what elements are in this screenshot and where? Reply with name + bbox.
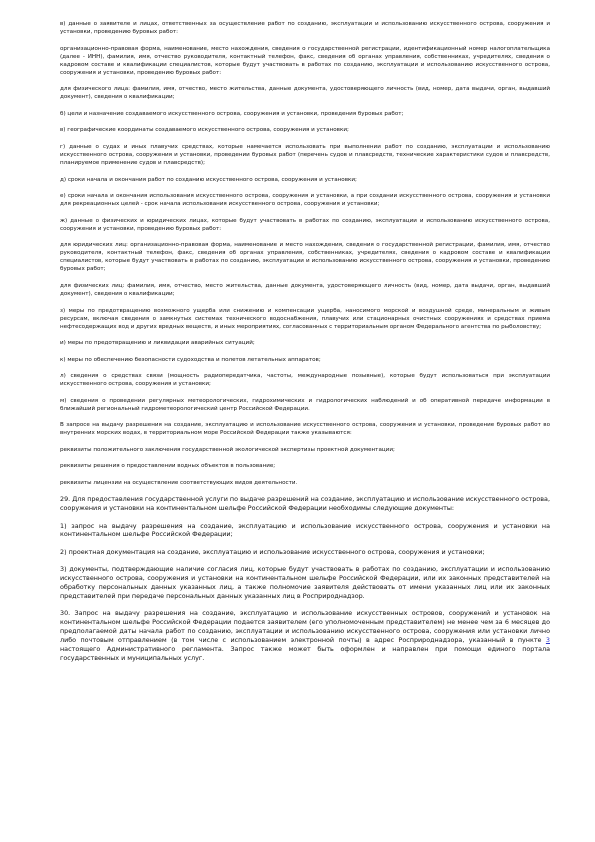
- paragraph: для физического лица: фамилия, имя, отчество, место жительства, данные документа, удостоверяющего личность (вид, номер, дата выдачи, орган, выдавший документ), сведения о квалификации;: [60, 86, 550, 101]
- paragraph: 1) запрос на выдачу разрешения на создание, эксплуатацию и использование искусственного острова, сооружения и установки на континентальном шельфе Российской Федерации;: [60, 521, 550, 539]
- clause-link[interactable]: 3: [545, 635, 550, 644]
- document-page: [60, 20, 550, 671]
- paragraph: для юридических лиц: организационно-правовая форма, наименование и место нахождения, сведения о государственной регистрации, фамилия, имя, отчество руководителя, контактный телефон, факс, сведения об органах управления, собственниках, учредителях, сведения о кадровом составе и квалификации специалистов, которые будут участвовать в работах по созданию, эксплуатации и использованию искусственного острова, сооружения и установки, проведению буровых работ;: [60, 242, 550, 273]
- paragraph: в) географические координаты создаваемого искусственного острова, сооружения и установки;: [60, 127, 349, 134]
- paragraph: д) сроки начала и окончания работ по созданию искусственного острова, сооружения и установки;: [60, 176, 357, 183]
- paragraph-text-before-link: 30. Запрос на выдачу разрешения на создание, эксплуатацию и использование искусственных островов, сооружений и установок на континентальном шельфе Российской Федерации подается заявителем (его уполномоченным представителем) не менее чем за 6 месяцев до предполагаемой даты начала работ по созданию, эксплуатации и использованию искусственного острова, сооружения или установки лично либо почтовым отправлением (в том числе с использованием электронной почты) в адрес Росприроднадзора, указанный в пункте: [60, 609, 550, 644]
- paragraph: 3) документы, подтверждающие наличие согласия лиц, которые будут участвовать в работах по созданию, эксплуатации и использованию искусственного острова, сооружения и установки на континентальном шельфе Российской Федерации, или их законных представителей на обработку персональных данных указанных лиц, а также полномочие заявителя действовать от имени указанных лиц или их законных представителей при передаче персональных данных указанных лиц в Росприроднадзор.: [60, 565, 550, 600]
- paragraph: реквизиты решения о предоставлении водных объектов в пользование;: [60, 463, 276, 470]
- paragraph: з) меры по предотвращению возможного ущерба или снижению и компенсации ущерба, наносимого морской и воздушной среде, минеральным и живым ресурсам, включая сведения о замкнутых системах технического водоснабжения, плавучих или стационарных очистных сооружениях и средствах приема нефтесодержащих вод и других вредных веществ, и иных мероприятиях, согласованных с территориальным органом Федерального агентства по рыболовству;: [60, 307, 550, 330]
- paragraph: б) цели и назначение создаваемого искусственного острова, сооружения и установки, проведения буровых работ;: [60, 110, 404, 117]
- paragraph-with-link: [60, 609, 550, 662]
- paragraph: м) сведения о проведении регулярных метеорологических, гидрохимических и гидрологических наблюдений и об оперативной передаче информации в ближайший региональный гидрометеорологический центр Российской Федерации.: [60, 397, 550, 412]
- paragraph: в) данные о заявителе и лицах, ответственных за осуществление работ по созданию, эксплуатации и использованию искусственного острова, сооружения и установки, проведению буровых работ:: [60, 21, 550, 36]
- paragraph: г) данные о судах и иных плавучих средствах, которые намечается использовать при выполнении работ по созданию, эксплуатации и использованию искусственного острова, сооружения и установки, проведении буровых работ (перечень судов и плавсредств, технические характеристики судов и плавсредств, планируемое применение судов и плавсредств);: [60, 143, 550, 167]
- paragraph: л) сведения о средствах связи (мощность радиопередатчика, частоты, международные позывные), которые будут использоваться при эксплуатации искусственного острова, сооружения и установки;: [60, 373, 550, 388]
- paragraph: В запросе на выдачу разрешения на создание, эксплуатацию и использование искусственного острова, сооружения и установки, проведение буровых работ во внутренних морских водах, в территориальном море Российской Федерации также указываются:: [60, 422, 550, 437]
- paragraph: реквизиты положительного заключения государственной экологической экспертизы проектной документации;: [60, 446, 395, 453]
- paragraph: 29. Для предоставления государственной услуги по выдаче разрешений на создание, эксплуатацию и использование искусственного острова, сооружения и установки на континентальном шельфе Российской Федерации необходимы следующие документы:: [60, 495, 550, 513]
- paragraph: и) меры по предотвращению и ликвидации аварийных ситуаций;: [60, 340, 255, 347]
- paragraph-text-after-link: настоящего Административного регламента. Запрос также может быть оформлен и направлен при помощи единого портала государственных и муниципальных услуг.: [60, 644, 550, 662]
- paragraph: ж) данные о физических и юридических лицах, которые будут участвовать в работах по созданию, эксплуатации и использованию искусственного острова, сооружения и установки, проведению буровых работ:: [60, 217, 550, 232]
- paragraph: организационно-правовая форма, наименование, место нахождения, сведения о государственной регистрации, идентификационный номер налогоплательщика (далее - ИНН), фамилия, имя, отчество руководителя, контактный телефон, факс, сведения об органах управления, собственниках, учредителях, сведения о кадровом составе и квалификации специалистов, которые будут участвовать в работах по созданию, эксплуатации и использованию искусственного острова, сооружения и установки, проведению буровых работ:: [60, 45, 550, 76]
- paragraph: реквизиты лицензии на осуществление соответствующих видов деятельности.: [60, 479, 298, 486]
- paragraph: к) меры по обеспечению безопасности судоходства и полетов летательных аппаратов;: [60, 356, 321, 363]
- paragraph: е) сроки начала и окончания использования искусственного острова, сооружения и установки, а при создании искусственного острова, сооружения и установки для рекреационных целей - срок начала использования искусственного острова, сооружения и установки;: [60, 193, 550, 208]
- paragraph: 2) проектная документация на создание, эксплуатацию и использование искусственного острова, сооружения и установки;: [60, 547, 485, 556]
- paragraph: для физических лиц: фамилия, имя, отчество, место жительства, данные документа, удостоверяющего личность (вид, номер, дата выдачи, орган, выдавший документ), сведения о квалификации;: [60, 282, 550, 298]
